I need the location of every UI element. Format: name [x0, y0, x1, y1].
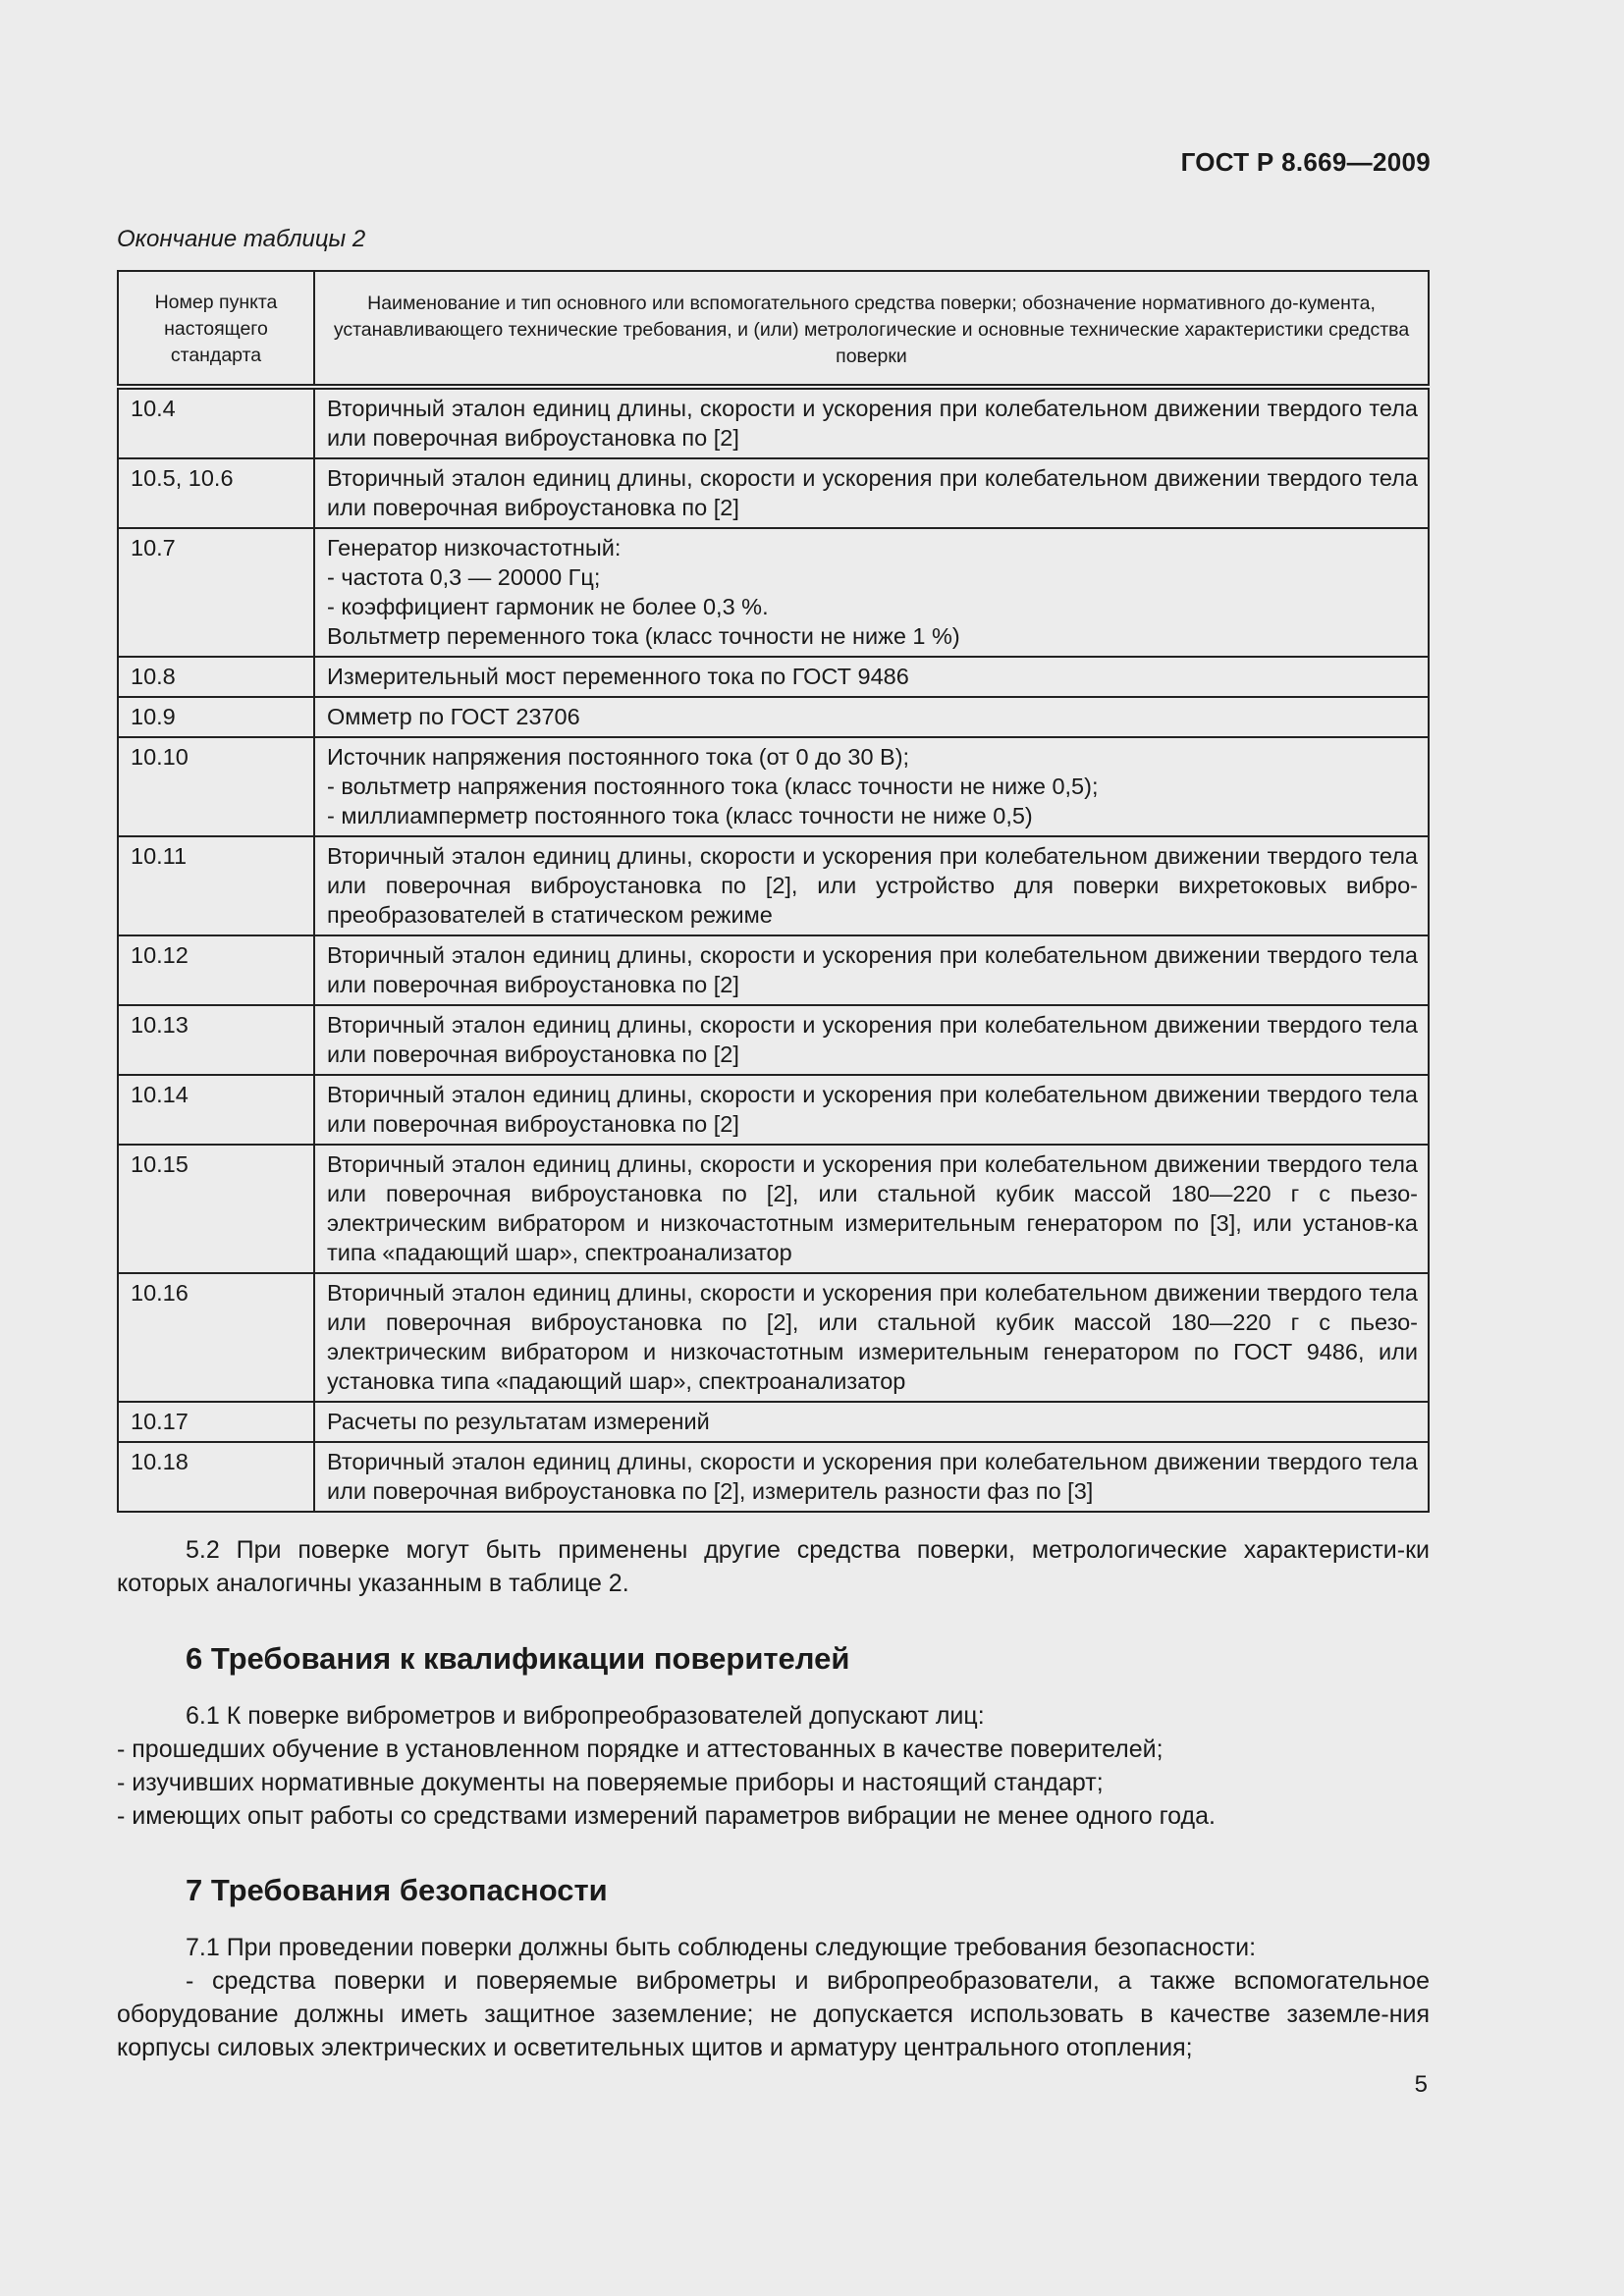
- equipment-table: [117, 270, 1430, 1513]
- description-line: Вторичный эталон единиц длины, скорости и ускорения при колебательном движении твердого тела или поверочная виброустановка по [2], или стальной кубик массой 180—220 г с пьезо-электрическим вибратором и низкочастотным измерительным генератором по ГОСТ 9486, или установка типа «падающий шар», спектроанализатор: [327, 1280, 1418, 1394]
- clause-number-cell: 10.8: [118, 657, 314, 697]
- description-cell: [314, 697, 1429, 737]
- column-header-description: Наименование и тип основного или вспомогательного средства поверки; обозначение нормативного до-кумента, устанавливающего технические требования, и (или) метрологические и основные технические характеристики средства поверки: [314, 271, 1429, 387]
- table-row: [118, 1402, 1429, 1442]
- document-code: ГОСТ Р 8.669—2009: [1180, 147, 1431, 177]
- description-line: Вторичный эталон единиц длины, скорости и ускорения при колебательном движении твердого тела или поверочная виброустановка по [2]: [327, 465, 1418, 520]
- table-row: [118, 1273, 1429, 1402]
- description-line: Омметр по ГОСТ 23706: [327, 704, 580, 729]
- list-item: - прошедших обучение в установленном порядке и аттестованных в качестве поверителей;: [117, 1735, 1164, 1763]
- paragraph-5-2: 5.2 При поверке могут быть применены другие средства поверки, метрологические характеристи-ки которых аналогичны указанным в таблице 2.: [117, 1536, 1430, 1597]
- clause-number-cell: 10.16: [118, 1273, 314, 1402]
- clause-number-cell: 10.15: [118, 1145, 314, 1273]
- description-cell: [314, 387, 1429, 458]
- description-line: Вторичный эталон единиц длины, скорости и ускорения при колебательном движении твердого тела или поверочная виброустановка по [2]: [327, 396, 1418, 451]
- table-row: [118, 1145, 1429, 1273]
- table-caption: Окончание таблицы 2: [117, 226, 366, 252]
- table-header-row: [118, 271, 1429, 387]
- table-row: [118, 836, 1429, 935]
- clause-number-cell: 10.14: [118, 1075, 314, 1145]
- page-number: 5: [1414, 2071, 1428, 2098]
- description-line: Источник напряжения постоянного тока (от 0 до 30 В);: [327, 744, 910, 770]
- description-cell: [314, 1273, 1429, 1402]
- table-row: [118, 528, 1429, 657]
- description-cell: [314, 1005, 1429, 1075]
- clause-number-cell: 10.9: [118, 697, 314, 737]
- table-row: [118, 935, 1429, 1005]
- clause-6-1: 6.1 К поверке виброметров и вибропреобразователей допускают лиц:: [186, 1702, 985, 1730]
- description-line: Вольтметр переменного тока (класс точности не ниже 1 %): [327, 623, 960, 649]
- description-cell: [314, 458, 1429, 528]
- description-line: Вторичный эталон единиц длины, скорости и ускорения при колебательном движении твердого тела или поверочная виброустановка по [2]: [327, 1082, 1418, 1137]
- table-body: [118, 387, 1429, 1512]
- description-cell: [314, 935, 1429, 1005]
- clause-number-cell: 10.7: [118, 528, 314, 657]
- description-cell: [314, 528, 1429, 657]
- description-line: Вторичный эталон единиц длины, скорости и ускорения при колебательном движении твердого тела или поверочная виброустановка по [2], или стальной кубик массой 180—220 г с пьезо-электрическим вибратором и низкочастотным измерительным генератором по [3], или установ-ка типа «падающий шар», спектроанализатор: [327, 1151, 1418, 1265]
- list-item: - имеющих опыт работы со средствами измерений параметров вибрации не менее одного года.: [117, 1802, 1216, 1830]
- column-header-clause-number: Номер пункта настоящего стандарта: [118, 271, 314, 387]
- table-row: [118, 387, 1429, 458]
- description-cell: [314, 737, 1429, 836]
- clause-number-cell: 10.17: [118, 1402, 314, 1442]
- description-line: Измерительный мост переменного тока по ГОСТ 9486: [327, 664, 909, 689]
- table-row: [118, 1075, 1429, 1145]
- description-cell: [314, 657, 1429, 697]
- clause-number-cell: 10.13: [118, 1005, 314, 1075]
- clause-number-cell: 10.18: [118, 1442, 314, 1512]
- description-line: Расчеты по результатам измерений: [327, 1409, 710, 1434]
- description-line: - вольтметр напряжения постоянного тока (класс точности не ниже 0,5);: [327, 774, 1099, 799]
- table-row: [118, 1442, 1429, 1512]
- section-7-body: [117, 1931, 1430, 2064]
- clause-number-cell: 10.5, 10.6: [118, 458, 314, 528]
- description-cell: [314, 836, 1429, 935]
- table-row: [118, 1005, 1429, 1075]
- description-line: - миллиамперметр постоянного тока (класс точности не ниже 0,5): [327, 803, 1033, 828]
- description-line: - частота 0,3 — 20000 Гц;: [327, 564, 601, 590]
- description-cell: [314, 1442, 1429, 1512]
- list-item: - изучивших нормативные документы на поверяемые приборы и настоящий стандарт;: [117, 1769, 1104, 1796]
- section-6-heading: 6 Требования к квалификации поверителей: [186, 1641, 850, 1676]
- description-cell: [314, 1145, 1429, 1273]
- list-item: - средства поверки и поверяемые виброметры и вибропреобразователи, а также вспомогательное оборудование должны иметь защитное заземление; не допускается использовать в качестве заземле-ния корпусы силовых электрических и осветительных щитов и арматуру центрального отопления;: [117, 1967, 1430, 2061]
- section-7-heading: 7 Требования безопасности: [186, 1873, 608, 1907]
- table-row: [118, 697, 1429, 737]
- description-cell: [314, 1402, 1429, 1442]
- table-row: [118, 458, 1429, 528]
- table-row: [118, 737, 1429, 836]
- clause-number-cell: 10.11: [118, 836, 314, 935]
- clause-number-cell: 10.12: [118, 935, 314, 1005]
- description-line: Вторичный эталон единиц длины, скорости и ускорения при колебательном движении твердого тела или поверочная виброустановка по [2], измеритель разности фаз по [3]: [327, 1449, 1418, 1504]
- description-line: Вторичный эталон единиц длины, скорости и ускорения при колебательном движении твердого тела или поверочная виброустановка по [2], или устройство для поверки вихретоковых вибро-преобразователей в статическом режиме: [327, 843, 1418, 928]
- section-6-body: [117, 1699, 1430, 1833]
- clause-number-cell: 10.10: [118, 737, 314, 836]
- description-line: Генератор низкочастотный:: [327, 535, 622, 561]
- description-line: - коэффициент гармоник не более 0,3 %.: [327, 594, 769, 619]
- table-row: [118, 657, 1429, 697]
- clause-7-1: 7.1 При проведении поверки должны быть соблюдены следующие требования безопасности:: [186, 1934, 1257, 1961]
- description-cell: [314, 1075, 1429, 1145]
- clause-number-cell: 10.4: [118, 387, 314, 458]
- description-line: Вторичный эталон единиц длины, скорости и ускорения при колебательном движении твердого тела или поверочная виброустановка по [2]: [327, 942, 1418, 997]
- description-line: Вторичный эталон единиц длины, скорости и ускорения при колебательном движении твердого тела или поверочная виброустановка по [2]: [327, 1012, 1418, 1067]
